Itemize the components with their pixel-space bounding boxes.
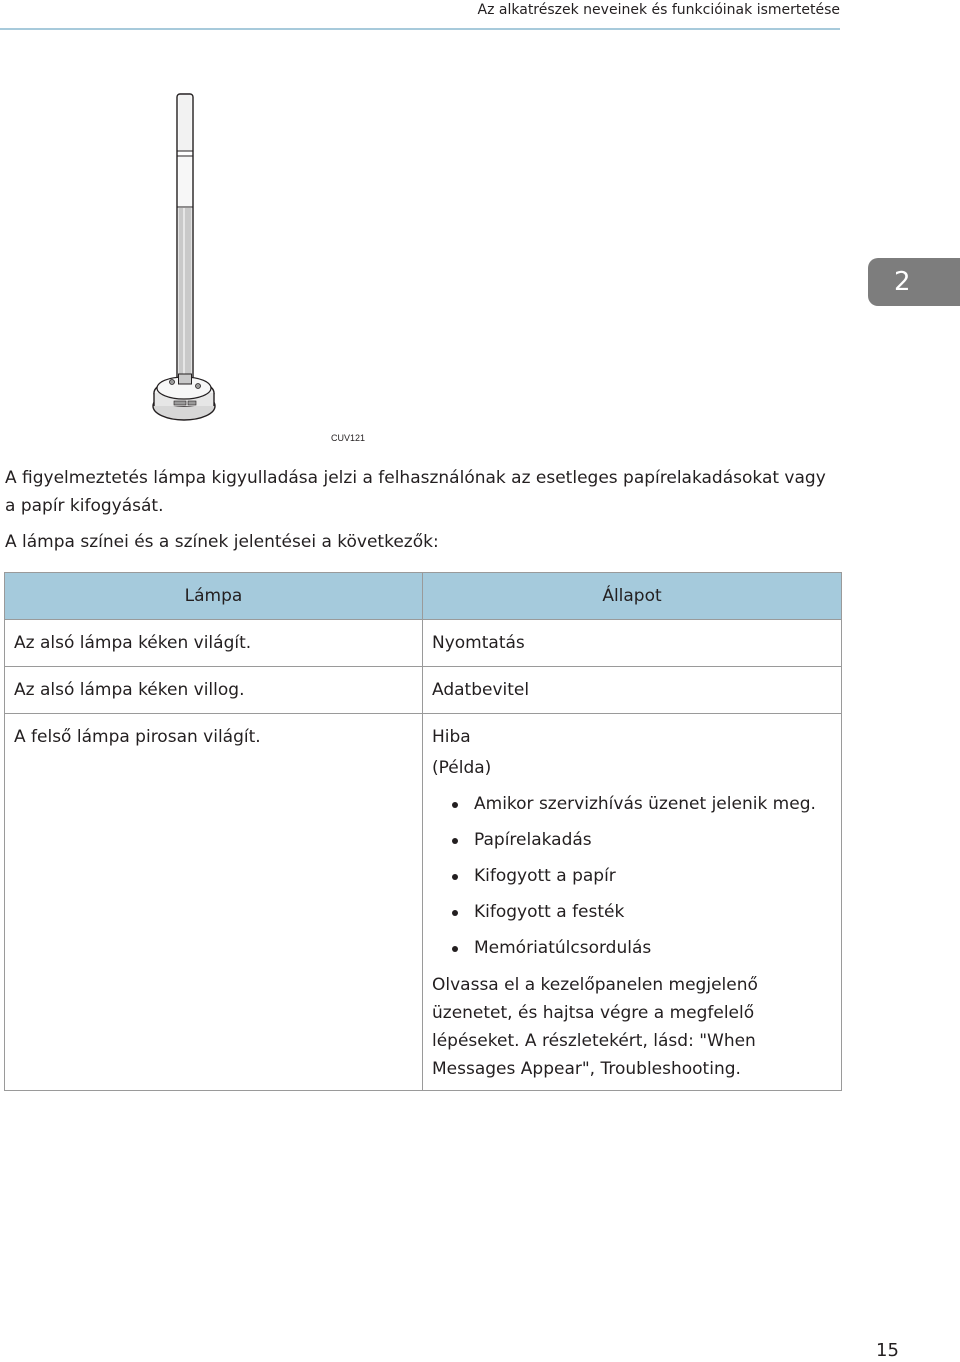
bullet-icon (452, 874, 458, 880)
list-item (432, 822, 832, 858)
page-number: 15 (876, 1340, 899, 1361)
table-row (5, 667, 842, 714)
list-item (432, 894, 832, 930)
example-text: Papírelakadás (474, 830, 592, 850)
chapter-number: 2 (894, 267, 911, 297)
bullet-icon (452, 946, 458, 952)
table-header-row (5, 573, 842, 620)
running-header (0, 0, 840, 30)
list-item (432, 858, 832, 894)
lamp-status-table (4, 572, 842, 1091)
state-cell: Adatbevitel (423, 667, 842, 714)
list-item (432, 786, 832, 822)
bullet-icon (452, 910, 458, 916)
bullet-icon (452, 802, 458, 808)
colors-intro-paragraph: A lámpa színei és a színek jelentései a következők: (5, 532, 439, 552)
state-cell-error (423, 714, 842, 1091)
lamp-cell: Az alsó lámpa kéken villog. (5, 667, 423, 714)
running-header-title: Az alkatrészek neveinek és funkcióinak ismertetése (477, 2, 840, 18)
state-error-label: Hiba (432, 727, 471, 747)
column-header-state: Állapot (423, 573, 842, 620)
example-list (432, 786, 832, 966)
table-row (5, 714, 842, 1091)
chapter-tab (868, 258, 960, 306)
figure-code: CUV121 (331, 433, 366, 443)
example-text: Kifogyott a papír (474, 866, 616, 886)
example-label: (Példa) (432, 758, 492, 778)
list-item (432, 930, 832, 966)
column-header-lamp: Lámpa (5, 573, 423, 620)
intro-paragraph: A figyelmeztetés lámpa kigyulladása jelzi a felhasználónak az esetleges papírelakadásokat vagy a papír kifogyását. (5, 468, 826, 516)
example-text: Memóriatúlcsordulás (474, 938, 652, 958)
warning-lamp-illustration (140, 88, 240, 428)
example-text: Amikor szervizhívás üzenet jelenik meg. (474, 794, 816, 814)
state-cell: Nyomtatás (423, 620, 842, 667)
example-text: Kifogyott a festék (474, 902, 625, 922)
advice-text: Olvassa el a kezelőpanelen megjelenő üzenetet, és hajtsa végre a megfelelő lépéseket. A részletekért, lásd: "When Messages Appear", Troubleshooting. (432, 975, 758, 1079)
table-row (5, 620, 842, 667)
lamp-cell: Az alsó lámpa kéken világít. (5, 620, 423, 667)
bullet-icon (452, 838, 458, 844)
lamp-cell: A felső lámpa pirosan világít. (5, 714, 423, 1091)
